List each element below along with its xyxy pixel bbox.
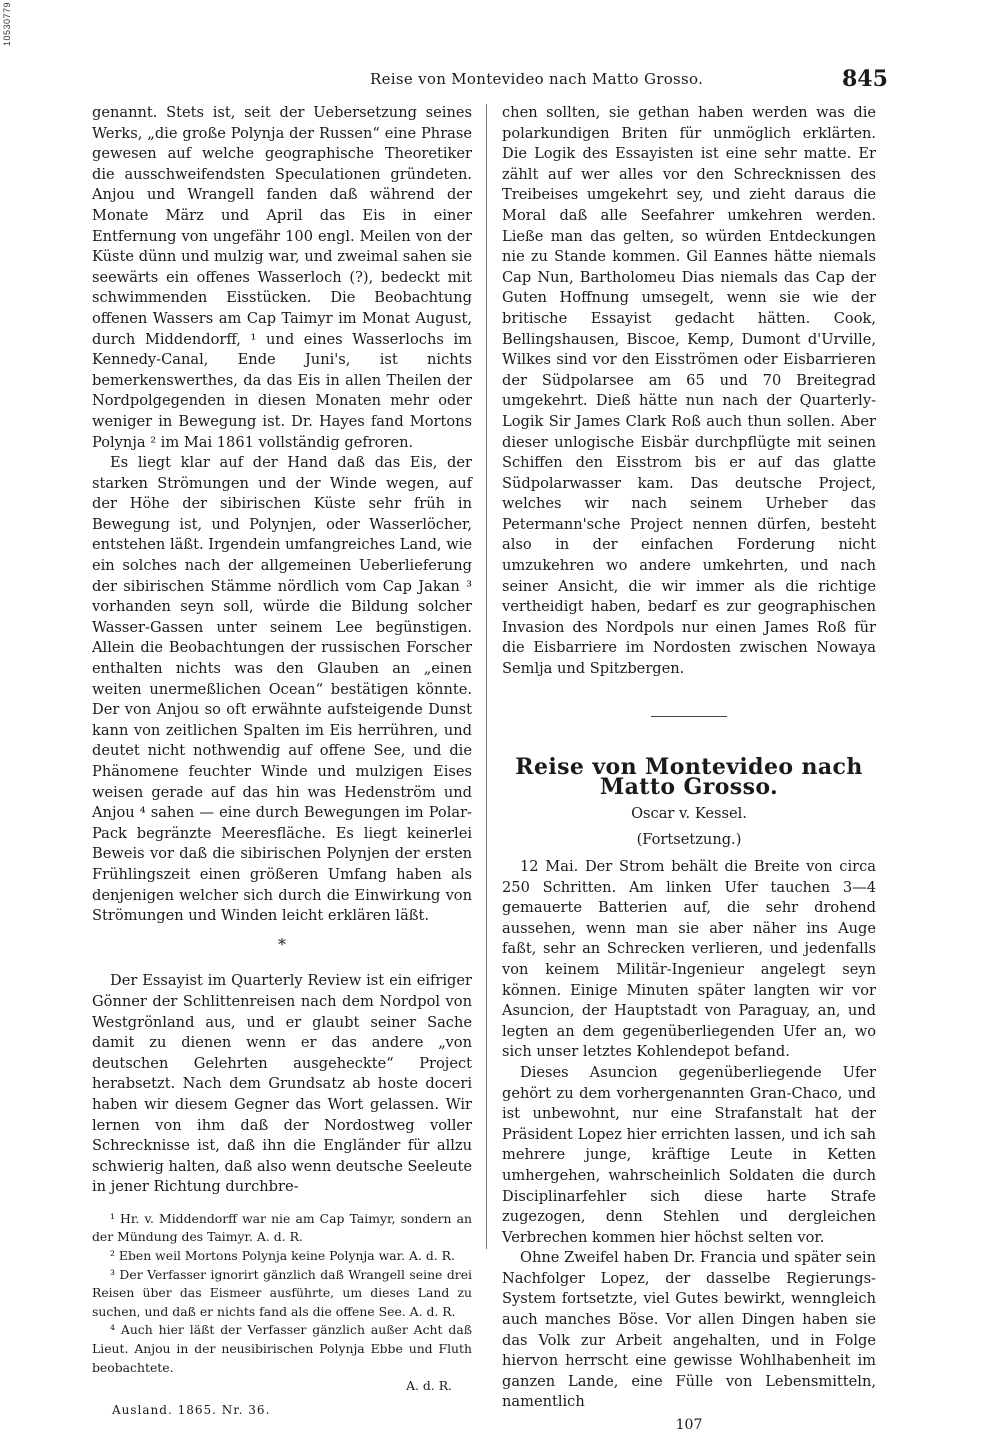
running-header — [0, 66, 1000, 96]
article-title: Reise von Montevideo nach Matto Grosso. — [515, 753, 863, 801]
sheet-number: 107 — [675, 1417, 703, 1434]
paragraph: Es liegt klar auf der Hand daß das Eis, der starken Strömungen und der Winde wegen, auf der Höhe der sibirischen Küste sehr früh in Bewegung ist, und Polynjen, oder Wasserlöcher, entstehen läßt. Irgendein umfangreiches Land, wie ein solches nach der allgemeinen Ueberlieferung der sibirischen Stämme nördlich vom Cap Jakan ³ vorhanden seyn soll, würde die Bildung solcher Wasser-Gassen unter seinem Lee begünstigen. Allein die Beobachtungen der russischen Forscher enthalten nichts was den Glauben an „einen weiten unermeßlichen Ocean“ bestätigen könnte. Der von Anjou so oft erwähnte aufsteigende Dunst kann von zeitlichen Spalten im Eis herrühren, und deutet nicht nothwendig auf offene See, und die Phänomene feuchter Winde und mulzigen Eises weisen gerade auf das hin was Hedenström und Anjou ⁴ sahen — eine durch Bewegungen im Polar-Pack begränzte Meeresfläche. Es liegt keinerlei Beweis vor daß die sibirischen Polynjen der ersten Frühlingszeit einen größeren Umfang haben als denjenigen welcher sich durch die Einwirkung von Strömungen und Winden leicht erklären läßt. — [92, 454, 472, 925]
paragraph: chen sollten, sie gethan haben werden was die polarkundigen Briten für unmöglich erklärten. Die Logik des Essayisten ist eine sehr matte. Er zählt auf wer alles vor den Schrecknissen des Treibeises umgekehrt sey, und zieht daraus die Moral daß alle Seefahrer umkehren werden. Ließe man das gelten, so würden Entdeckungen nie zu Stande kommen. Gil Eannes hätte niemals Cap Nun, Bartholomeu Dias niemals das Cap der Guten Hoffnung umsegelt, wenn sie wie der britische Essayist gedacht hätten. Cook, Bellingshausen, Biscoe, Kemp, Dumont d'Urville, Wilkes sind vor den Eisströmen oder Eisbarrieren der Südpolarsee am 65 und 70 Breitegrad umgekehrt. Dieß hätte nun nach der Quarterly-Logik Sir James Clark Roß auch thun sollen. Aber dieser unlogische Eisbär durchpflügte mit seinen Schiffen den Eisstrom bis er auf das glatte Südpolarwasser kam. Das deutsche Project, welches wir nach seinem Urheber das Petermann'sche Project nennen dürfen, besteht also in der einfachen Forderung nicht umzukehren wo andere umkehrten, und nach seiner Ansicht, die wir immer als die richtige vertheidigt haben, bedarf es zur geographischen Invasion des Nordpols nur einen James Roß für die Eisbarriere im Nordosten zwischen Nowaya Semlja und Spitzbergen. — [502, 104, 876, 678]
sheet-signature: Ausland. 1865. Nr. 36. — [112, 1402, 271, 1417]
footnote-sign: A. d. R. — [406, 1378, 452, 1394]
section-separator: * — [278, 934, 286, 954]
footnote: ³ Der Verfasser ignorirt gänzlich daß Wrangell seine drei Reisen über das Eismeer ausführte, um dieses Land zu suchen, und daß er nichts fand als die offene See. A. d. R. — [92, 1266, 472, 1319]
footnote: ⁴ Auch hier läßt der Verfasser gänzlich außer Acht daß Lieut. Anjou in der neusibirischen Polynja Ebbe und Fluth beobachtete. — [92, 1322, 472, 1375]
running-title: Reise von Montevideo nach Matto Grosso. — [370, 70, 704, 88]
paragraph: genannt. Stets ist, seit der Uebersetzung seines Werks, „die große Polynja der Russen“ eine Phrase gewesen auf welche geographische Theoretiker die ausschweifendsten Speculationen gründeten. Anjou und Wrangell fanden daß während der Monate März und April das Eis in einer Entfernung von ungefähr 100 engl. Meilen von der Küste dünn und mulzig war, und zweimal sahen sie seewärts ein offenes Wasserloch (?), bedeckt mit schwimmenden Eisstücken. Die Beobachtung offenen Wassers am Cap Taimyr im Monat August, durch Middendorff, ¹ und eines Wasserlochs im Kennedy-Canal, Ende Juni's, ist nichts bemerkenswerthes, da das Eis in allen Theilen der Nordpolgegenden in diesen Monaten mehr oder weniger in Bewegung ist. Dr. Hayes fand Mortons Polynja ² im Mai 1861 vollständig gefroren. — [92, 104, 472, 451]
page-number: 845 — [842, 66, 888, 92]
article-author: Oscar v. Kessel. — [631, 804, 747, 822]
page-id: 10530779 — [2, 2, 12, 47]
article-continuation: (Fortsetzung.) — [636, 831, 742, 849]
right-column — [502, 103, 876, 1436]
section-rule — [651, 716, 727, 717]
left-column — [92, 103, 472, 1420]
footnote: ² Eben weil Mortons Polynja keine Polynja war. A. d. R. — [110, 1248, 455, 1264]
footnotes — [92, 1210, 472, 1396]
column-divider — [486, 104, 487, 1249]
paragraph: Dieses Asuncion gegenüberliegende Ufer gehört zu dem vorhergenannten Gran-Chaco, und ist unbewohnt, nur eine Strafanstalt hat der Präsident Lopez hier errichten lassen, und ich sah mehrere junge, kräftige Leute in Ketten umhergehen, wahrscheinlich Soldaten die durch Disciplinarfehler sich diese harte Strafe zugezogen, denn Stehlen und dergleichen Verbrechen kommen hier höchst selten vor. — [502, 1063, 876, 1246]
paragraph: 12 Mai. Der Strom behält die Breite von circa 250 Schritten. Am linken Ufer tauchen 3—4 gemauerte Batterien auf, die sehr drohend aussehen, wenn man sie aber näher ins Auge faßt, sehr an Schrecken verlieren, und jedenfalls von keinem Militär-Ingenieur angelegt seyn können. Einige Minuten später langten wir vor Asuncion, der Hauptstadt von Paraguay, an, und legten an dem gegenüberliegenden Ufer an, wo sich unser letztes Kohlendepot befand. — [502, 858, 876, 1061]
footnote: ¹ Hr. v. Middendorff war nie am Cap Taimyr, sondern an der Mündung des Taimyr. A. d. R. — [92, 1210, 472, 1245]
paragraph: Der Essayist im Quarterly Review ist ein eifriger Gönner der Schlittenreisen nach dem Nordpol von Westgrönland aus, und er glaubt seiner Sache damit zu dienen wenn er das andere „von deutschen Gelehrten ausgeheckte“ Project herabsetzt. Nach dem Grundsatz ab hoste doceri haben wir diesem Gegner das Wort gelassen. Wir lernen von ihm daß der Nordostweg voller Schrecknisse ist, daß ihn die Engländer für allzu schwierig halten, daß also wenn deutsche Seeleute in jener Richtung durchbre- — [92, 972, 472, 1196]
paragraph: Ohne Zweifel haben Dr. Francia und später sein Nachfolger Lopez, der dasselbe Regierungs-System fortsetzte, viel Gutes bewirkt, wenngleich auch manches Böse. Vor allen Dingen haben sie das Volk zur Arbeit angehalten, und in Folge hiervon herrscht eine gewisse Wohlhabenheit im ganzen Lande, eine Fülle von Lebensmitteln, namentlich — [502, 1249, 876, 1411]
